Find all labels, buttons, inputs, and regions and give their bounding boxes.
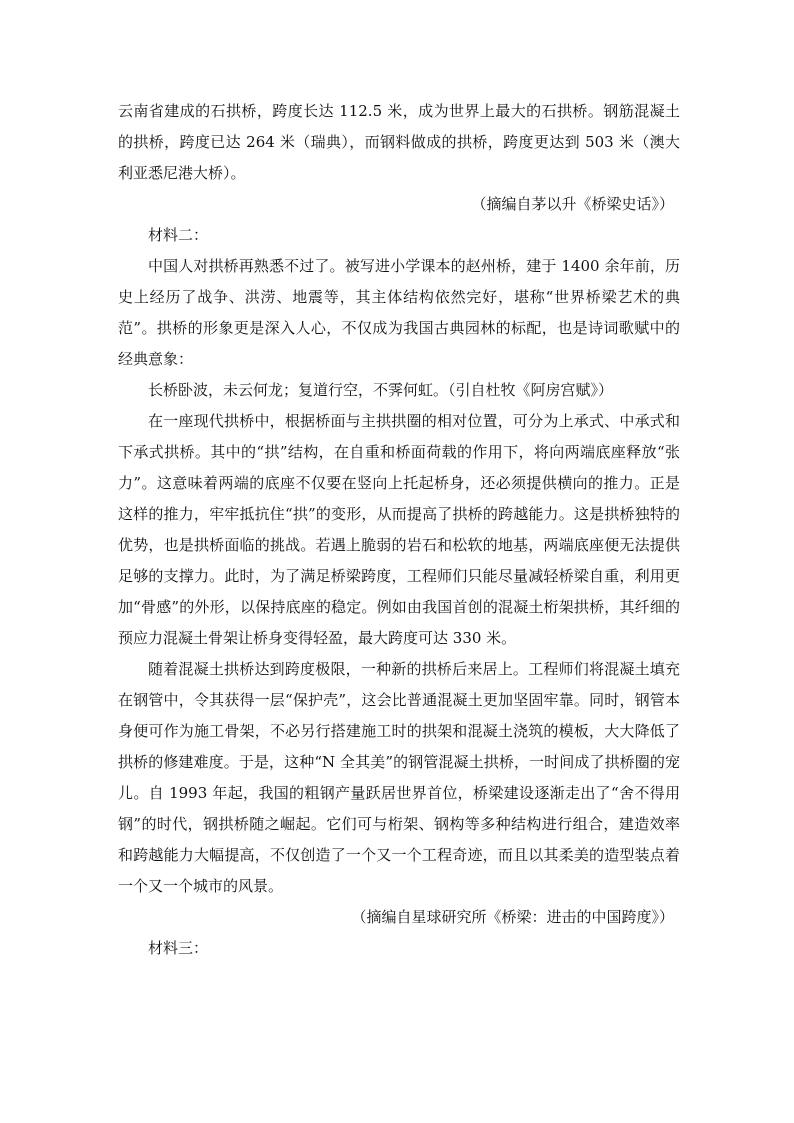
paragraph-continued: 云南省建成的石拱桥，跨度长达 112.5 米，成为世界上最大的石拱桥。钢筋混凝土的拱桥，跨度已达 264 米（瑞典），而钢料做成的拱桥，跨度更达到 503 米（澳大利亚悉尼港大桥）。 [118, 102, 680, 182]
citation-source-2: （摘编自星球研究所《桥梁：进击的中国跨度》） [351, 908, 674, 926]
paragraph-modern-arch: 在一座现代拱桥中，根据桥面与主拱拱圈的相对位置，可分为上承式、中承式和下承式拱桥。其中的“拱”结构，在自重和桥面荷载的作用下，将向两端底座释放“张力”。这意味着两端的底座不仅要在竖向上托起桥身，还必须提供横向的推力。正是这样的推力，牢牢抵抗住“拱”的变形，从而提高了拱桥的跨越能力。这是拱桥独特的优势，也是拱桥面临的挑战。若遇上脆弱的岩石和松软的地基，两端底座便无法提供足够的支撑力。此时，为了满足桥梁跨度，工程师们只能尽量减轻桥梁自重，利用更加“骨感”的外形，以保持底座的稳定。例如由我国首创的混凝土桁架拱桥，其纤细的预应力混凝土骨架让桥身变得轻盈，最大跨度可达 330 米。 [118, 412, 680, 647]
paragraph-steel-tube-arch: 随着混凝土拱桥达到跨度极限，一种新的拱桥后来居上。工程师们将混凝土填充在钢管中，令其获得一层“保护壳”，这会比普通混凝土更加坚固牢靠。同时，钢管本身便可作为施工骨架，不必另行搭建施工时的拱架和混凝土浇筑的模板，大大降低了拱桥的修建难度。于是，这种“N 全其美”的钢管混凝土拱桥，一时间成了拱桥圈的宠儿。自 1993 年起，我国的粗钢产量跃居世界首位，桥梁建设逐渐走出了“舍不得用钢”的时代，钢拱桥随之崛起。它们可与桁架、钢构等多种结构进行组合，建造效率和跨越能力大幅提高，不仅创造了一个又一个工程奇迹，而且以其柔美的造型装点着一个又一个城市的风景。 [118, 660, 680, 895]
paragraph-quotation: 长桥卧波，未云何龙；复道行空，不霁何虹。（引自杜牧《阿房宫赋》） [148, 381, 614, 399]
document-body [118, 96, 680, 964]
section-heading-material-3: 材料三： [148, 939, 209, 957]
section-heading-material-2: 材料二： [148, 226, 209, 244]
paragraph-zhaozhou-bridge: 中国人对拱桥再熟悉不过了。被写进小学课本的赵州桥，建于 1400 余年前，历史上经历了战争、洪涝、地震等，其主体结构依然完好，堪称“世界桥梁艺术的典范”。拱桥的形象更是深入人心，不仅成为我国古典园林的标配，也是诗词歌赋中的经典意象： [118, 257, 680, 368]
citation-source-1: （摘编自茅以升《桥梁史话》） [471, 195, 674, 213]
